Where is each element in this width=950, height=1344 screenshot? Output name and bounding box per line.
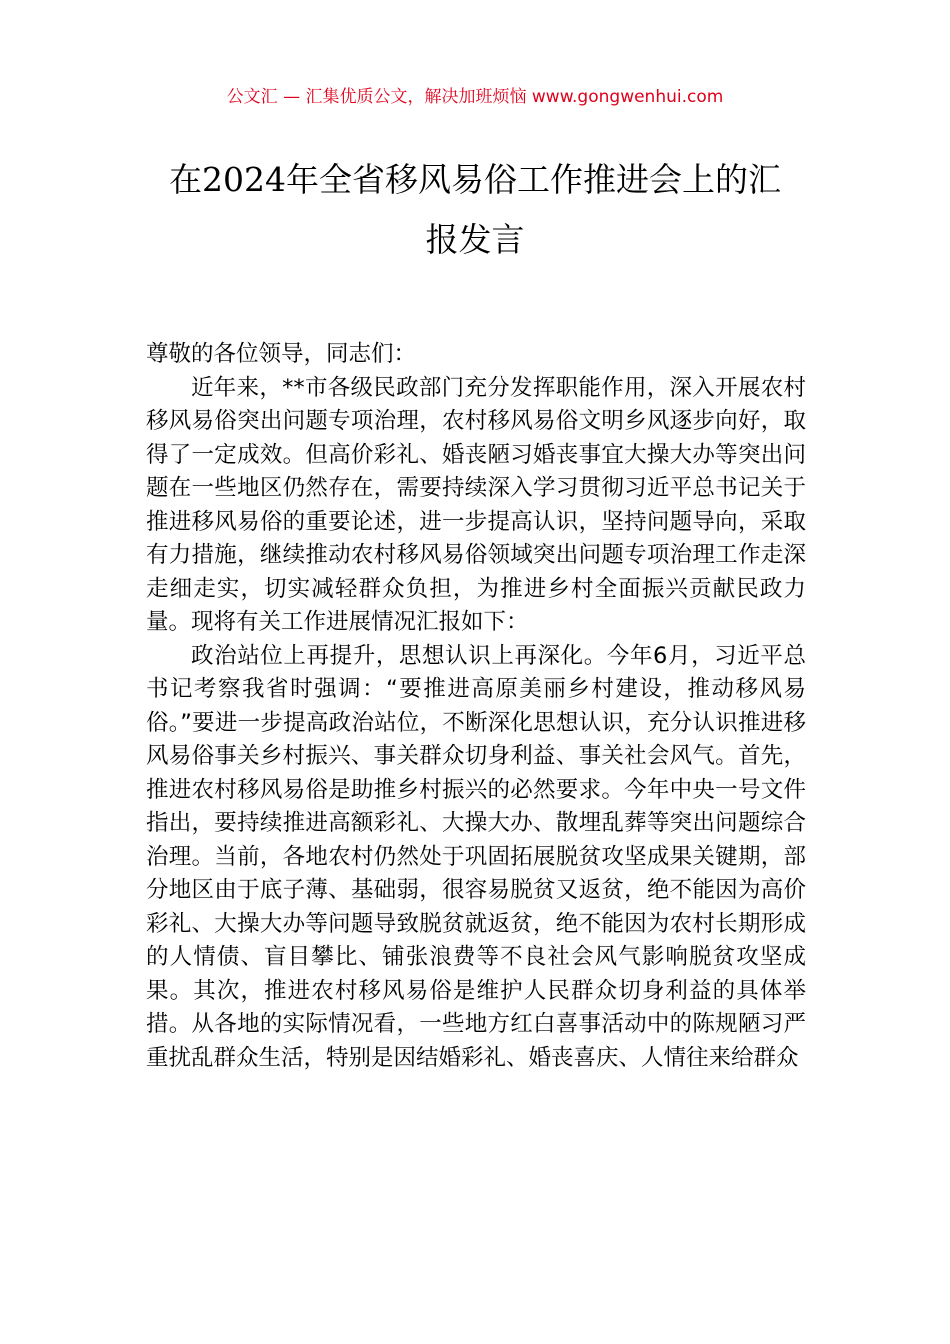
document-body	[146, 338, 806, 1075]
document-title	[140, 150, 810, 270]
salutation: 尊敬的各位领导，同志们：	[146, 341, 417, 367]
document-title-line-1: 在2024年全省移风易俗工作推进会上的汇	[169, 160, 781, 199]
paragraph-political-stance: 政治站位上再提升，思想认识上再深化。今年6月，习近平总书记考察我省时强调：“要推进高原美丽乡村建设，推动移风易俗。”要进一步提高政治站位，不断深化思想认识，充分认识推进移风易俗事关乡村振兴、事关群众切身利益、事关社会风气。首先，推进农村移风易俗是助推乡村振兴的必然要求。今年中央一号文件指出，要持续推进高额彩礼、大操大办、散埋乱葬等突出问题综合治理。当前，各地农村仍然处于巩固拓展脱贫攻坚成果关键期，部分地区由于底子薄、基础弱，很容易脱贫又返贫，绝不能因为高价彩礼、大操大办等问题导致脱贫就返贫，绝不能因为农村长期形成的人情债、盲目攀比、铺张浪费等不良社会风气影响脱贫攻坚成果。其次，推进农村移风易俗是维护人民群众切身利益的具体举措。从各地的实际情况看，一些地方红白喜事活动中的陈规陋习严重扰乱群众生活，特别是因结婚彩礼、婚丧喜庆、人情往来给群众	[146, 642, 806, 1071]
document-title-line-2: 报发言	[425, 220, 525, 259]
paragraph-intro: 近年来，**市各级民政部门充分发挥职能作用，深入开展农村移风易俗突出问题专项治理，农村移风易俗文明乡风逐步向好，取得了一定成效。但高价彩礼、婚丧陋习婚丧事宜大操大办等突出问题在一些地区仍然存在，需要持续深入学习贯彻习近平总书记关于推进移风易俗的重要论述，进一步提高认识，坚持问题导向，采取有力措施，继续推动农村移风易俗领域突出问题专项治理工作走深走细走实，切实减轻群众负担，为推进乡村全面振兴贡献民政力量。现将有关工作进展情况汇报如下：	[146, 374, 806, 635]
site-banner: 公文汇 — 汇集优质公文，解决加班烦恼 www.gongwenhui.com	[226, 87, 724, 107]
